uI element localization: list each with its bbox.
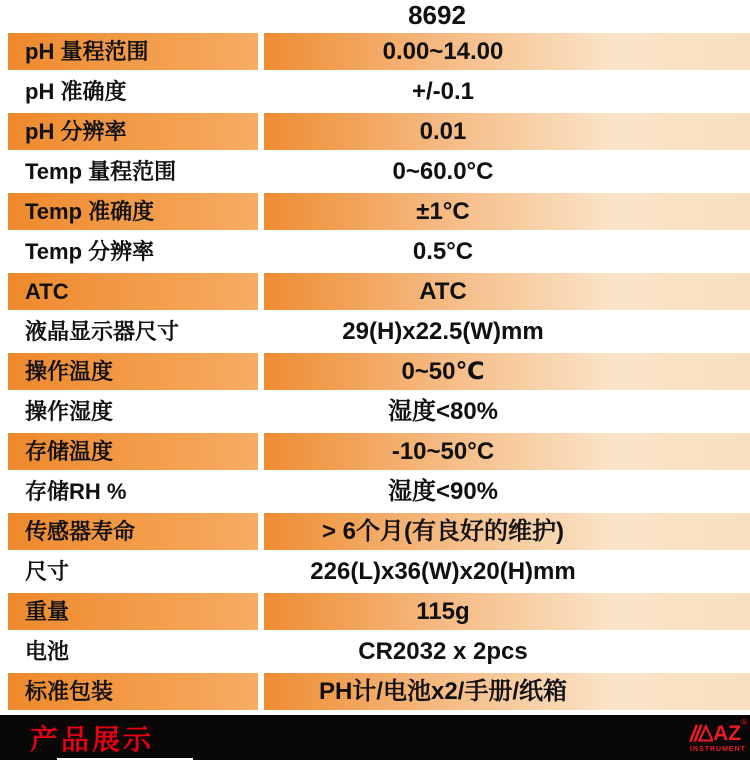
spec-label: 重量 [8, 593, 258, 630]
spec-label: Temp 分辨率 [25, 239, 155, 264]
table-row [0, 33, 750, 73]
spec-value: CR2032 x 2pcs [358, 638, 528, 665]
table-row [0, 433, 750, 473]
table-row [0, 393, 750, 433]
az-logo [689, 718, 747, 753]
az-logo-subtext: INSTRUMENT [690, 746, 746, 753]
registered-trademark-icon: ® [741, 718, 747, 727]
spec-value: PH计/电池x2/手册/纸箱 [264, 673, 750, 710]
table-row [0, 73, 750, 113]
spec-label: Temp 准确度 [8, 193, 258, 230]
az-triangle-icon [689, 720, 713, 744]
spec-value: 0.01 [264, 113, 750, 150]
spec-label: 存储温度 [8, 433, 258, 470]
spec-value: 湿度<80% [387, 398, 499, 425]
table-row [0, 673, 750, 713]
spec-table [0, 33, 750, 713]
spec-value: 115g [264, 593, 750, 630]
spec-label: pH 准确度 [25, 79, 127, 104]
table-row [0, 193, 750, 233]
table-row [0, 153, 750, 193]
table-row [0, 553, 750, 593]
spec-label: 传感器寿命 [8, 513, 258, 550]
spec-value: 0.5°C [412, 238, 474, 265]
spec-label: 操作湿度 [25, 399, 114, 424]
spec-label: 电池 [25, 639, 70, 664]
table-row [0, 233, 750, 273]
spec-label: 尺寸 [25, 559, 70, 584]
spec-label: pH 量程范围 [8, 33, 258, 70]
spec-value: 226(L)x36(W)x20(H)mm [310, 558, 576, 585]
table-row [0, 473, 750, 513]
section-title: 产品展示 [30, 723, 155, 755]
az-logo-top [689, 718, 747, 744]
table-row [0, 313, 750, 353]
model-number-title: 8692 [408, 0, 466, 30]
spec-value: 湿度<90% [387, 478, 499, 505]
spec-value: -10~50°C [264, 433, 750, 470]
section-bar [0, 715, 750, 760]
table-row [0, 273, 750, 313]
spec-label: Temp 量程范围 [25, 159, 177, 184]
spec-value: 0~60.0°C [392, 158, 494, 185]
table-row [0, 633, 750, 673]
table-row [0, 353, 750, 393]
az-logo-text: AZ [713, 722, 742, 745]
spec-value: +/-0.1 [411, 78, 475, 105]
spec-label: 操作温度 [8, 353, 258, 390]
table-row [0, 513, 750, 553]
table-row [0, 593, 750, 633]
spec-label: 存储RH % [25, 479, 127, 504]
spec-value: 0.00~14.00 [264, 33, 750, 70]
spec-value: 29(H)x22.5(W)mm [342, 318, 544, 345]
spec-label: ATC [8, 273, 258, 310]
image-sliver [57, 758, 193, 760]
spec-label: 液晶显示器尺寸 [25, 319, 180, 344]
spec-value: ±1°C [264, 193, 750, 230]
spec-label: 标准包装 [8, 673, 258, 710]
spec-value: > 6个月(有良好的维护) [264, 513, 750, 550]
spec-label: pH 分辨率 [8, 113, 258, 150]
table-row [0, 113, 750, 153]
spec-value: 0~50℃ [264, 353, 750, 390]
spec-value: ATC [264, 273, 750, 310]
